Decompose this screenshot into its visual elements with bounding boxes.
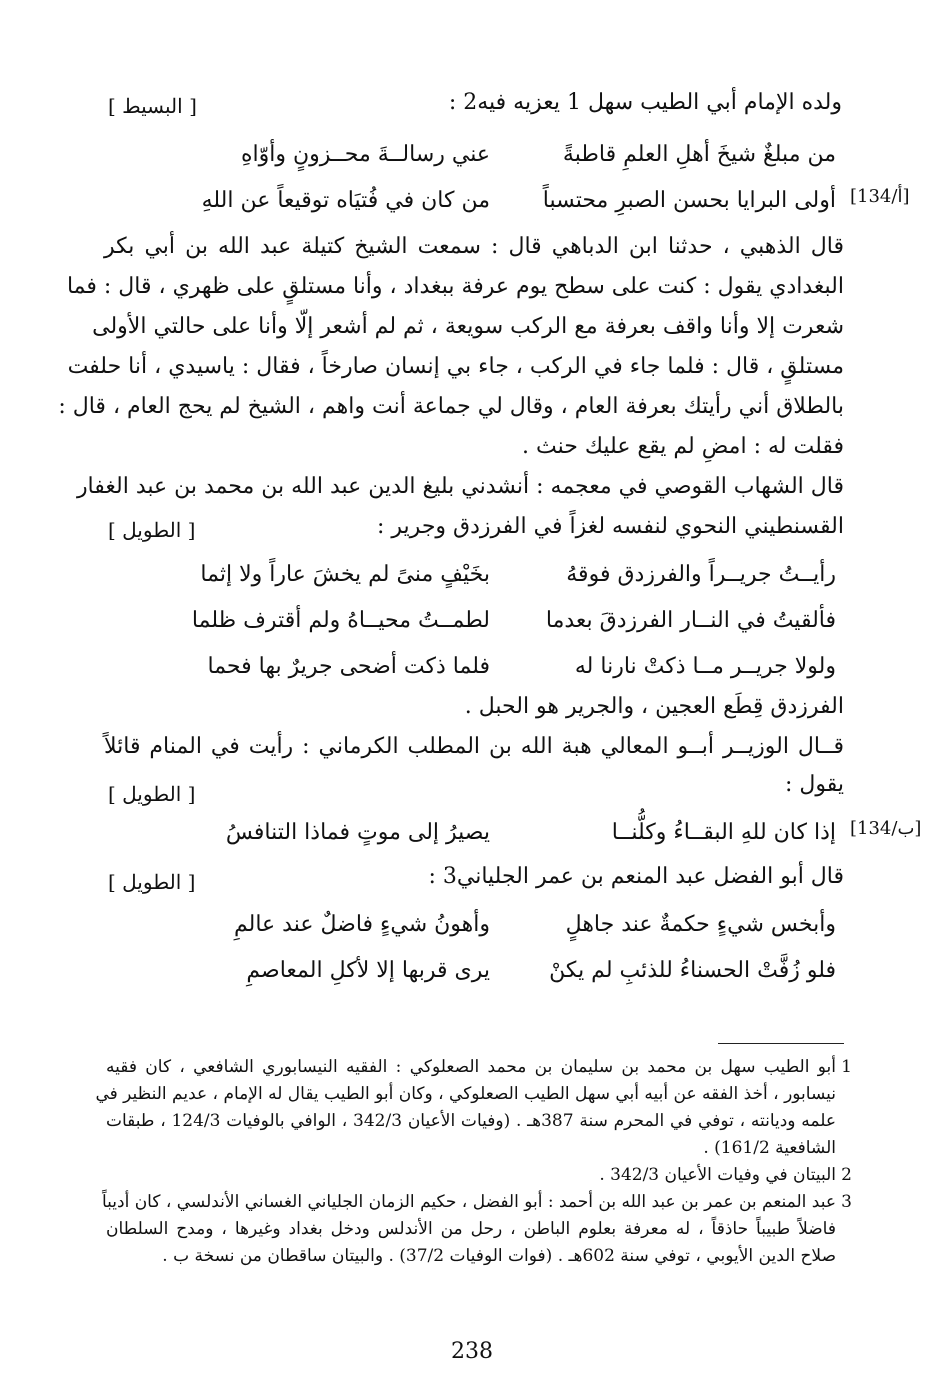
paragraph-1-line-6: فقلت له : امضِ لم يقع عليك حنث . — [522, 434, 844, 459]
paragraph-5: قال أبو الفضل عبد المنعم بن عمر الجلياني3 : — [428, 864, 844, 889]
meter-label-tawil-3: [ الطويل ] — [108, 870, 196, 894]
paragraph-1-line-4: مستلقٍ ، قال : فلما جاء في الركب ، جاء بي إنسان صارخاً ، فقال : ياسيدي ، أنا حلفت — [67, 354, 844, 379]
footnote-1-line-1: أبو الطيب سهل بن محمد بن سليمان بن محمد الصعلوكي : الفقيه النيسابوري الشافعي ، كان فقيه — [106, 1057, 836, 1077]
verse-7-second-hemistich: وأهونُ شيءٍ فاضلٌ عند عالمِ — [234, 912, 490, 937]
verse-8-second-hemistich: يرى قربها إلا لأكلِ المعاصمِ — [246, 958, 490, 983]
footnote-3-number: 3 — [841, 1192, 852, 1212]
folio-ref-134b: [134/ب] — [850, 818, 922, 839]
footnote-2-line-1: البيتان في وفيات الأعيان 342/3 . — [599, 1165, 836, 1185]
verse-3-second-hemistich: بخَيْفٍ منىً لم يخشَ عاراً ولا إثما — [200, 562, 490, 587]
verse-7-first-hemistich: وأبخس شيءٍ حكمةٌ عند جاهلٍ — [565, 912, 836, 937]
footnote-3-line-3: صلاح الدين الأيوبي ، توفي سنة 602هـ . (فوات الوفيات 37/2) . والبيتان ساقطان من نسخة ب . — [162, 1246, 836, 1266]
verse-2-second-hemistich: من كان في فُتيَاه توقيعاً عن اللهِ — [201, 188, 490, 213]
verse-8-first-hemistich: فلو زُفَّتْ الحسناءُ للذئبِ لم يكنْ — [549, 958, 836, 983]
footnote-2-number: 2 — [841, 1165, 852, 1185]
paragraph-1-line-2: البغدادي يقول : كنت على سطح يوم عرفة ببغداد ، وأنا مستلقٍ على ظهري ، قال : فما — [66, 274, 844, 299]
verse-4-second-hemistich: لطمــتُ محيــاهُ ولم أقترف ظلما — [191, 608, 490, 633]
verse-6-second-hemistich: يصيرُ إلى موتٍ فماذا التنافسُ — [225, 820, 490, 845]
meter-label-tawil-1: [ الطويل ] — [108, 518, 196, 542]
verse-1-second-hemistich: عني رسالــةَ محــزونٍ وأوّاهِ — [240, 142, 490, 167]
footnote-3-line-2: فاضلاً طبيباً حاذقاً ، له معرفة بعلوم الباطن ، رحل من الأندلس ودخل بغداد وغيرها ، ومدح السلطان — [106, 1219, 836, 1239]
page-number: 238 — [451, 1339, 493, 1364]
meter-label-basit: [ البسيط ] — [108, 94, 197, 118]
intro-line: ولده الإمام أبي الطيب سهل 1 يعزيه فيه2 : — [448, 90, 842, 115]
footnote-1-line-2: نيسابور ، أخذ الفقه عن أبيه أبي سهل الطيب الصعلوكي ، وكان أبو الطيب يقال له الإمام ، عديم النظير في — [95, 1084, 836, 1104]
verse-4-first-hemistich: فألقيتُ في النــار الفرزدقَ بعدما — [545, 608, 836, 633]
paragraph-2-line-1: قال الشهاب القوصي في معجمه : أنشدني بليغ الدين عبد الله بن محمد بن عبد الغفار — [76, 474, 844, 499]
paragraph-4-line-1: قــال الوزيــر أبــو المعالي هبة الله بن المطلب الكرماني : رأيت في المنام قائلاً — [104, 734, 844, 759]
footnote-1-line-4: الشافعية 161/2) . — [703, 1138, 836, 1158]
footnote-1-number: 1 — [841, 1057, 852, 1077]
folio-ref-134a: [134/أ] — [850, 186, 910, 207]
paragraph-1-line-5: بالطلاق أني رأيتك بعرفة العام ، وقال لي جماعة أنت واهم ، الشيخ لم يحج العام ، قال : — [58, 394, 844, 419]
paragraph-4-line-2: يقول : — [784, 772, 844, 797]
footnote-3-line-1: عبد المنعم بن عمر بن عبد الله بن أحمد : أبو الفضل ، حكيم الزمان الجلياني الغساني الأندلسي ، كان أديباً — [101, 1192, 836, 1212]
meter-label-tawil-2: [ الطويل ] — [108, 782, 196, 806]
verse-2-first-hemistich: أولى البرايا بحسن الصبرِ محتسباً — [542, 188, 836, 213]
footnote-1-line-3: علمه وديانته ، توفي في المحرم سنة 387هـ . (وفيات الأعيان 342/3 ، الوافي بالوفيات 124/3 ، طبقات — [106, 1111, 836, 1131]
footnote-separator — [718, 1043, 844, 1044]
verse-6-first-hemistich: إذا كان للهِ البقــاءُ وكلُّنــا — [611, 820, 836, 845]
paragraph-3: الفرزدق قِطَع العجين ، والجرير هو الحبل . — [464, 694, 844, 719]
paragraph-2-line-2: القسنطيني النحوي لنفسه لغزاً في الفرزدق وجرير : — [377, 514, 844, 539]
verse-5-first-hemistich: ولولا جريــر مــا ذكتْ نارنا له — [574, 654, 836, 679]
verse-3-first-hemistich: رأيــتُ جريــراً والفرزدق فوقهُ — [566, 562, 836, 587]
verse-1-first-hemistich: من مبلغٌ شيخَ أهلِ العلمِ قاطبةً — [562, 142, 836, 167]
verse-5-second-hemistich: فلما ذكت أضحى جريرٌ بها فحما — [207, 654, 490, 679]
paragraph-1-line-1: قال الذهبي ، حدثنا ابن الدباهي قال : سمعت الشيخ كتيلة عبد الله بن أبي بكر — [104, 234, 844, 259]
paragraph-1-line-3: شعرت إلا وأنا واقف بعرفة مع الركب سويعة ، ثم لم أشعر إلّا وأنا على حالتي الأولى — [92, 314, 844, 339]
